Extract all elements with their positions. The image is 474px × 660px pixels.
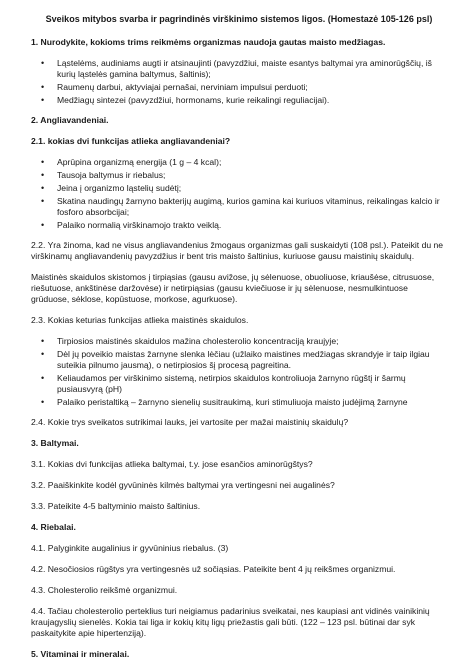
question-4-2: 4.2. Nesočiosios rūgštys yra vertingesnės už sočiąsias. Pateikite bent 4 jų reikšmes organizmui. xyxy=(31,564,396,574)
list-item: • Aprūpina organizmą energija (1 g – 4 kcal); xyxy=(57,157,447,168)
question-2-1-list xyxy=(31,157,447,231)
list-item: • Keliaudamos per virškinimo sistemą, netirpios skaidulos kontroliuoja žarnyno rūgštį ir šarmų pusiausvyrą (pH) xyxy=(57,373,447,395)
list-item: • Palaiko normalią virškinamojo trakto veiklą. xyxy=(57,220,447,231)
question-1: 1. Nurodykite, kokioms trims reikmėms organizmas naudoja gautas maisto medžiagas. xyxy=(31,37,386,47)
list-item: • Tausoja baltymus ir riebalus; xyxy=(57,170,447,181)
question-4-3: 4.3. Cholesterolio reikšmė organizmui. xyxy=(31,585,178,595)
list-item: • Ląstelėms, audiniams augti ir atsinaujinti (pavyzdžiui, maiste esantys baltymai yra aminorūgščių, iš kurių ląstelės gamina baltymus, šaltinis); xyxy=(57,58,447,80)
section-2-heading: 2. Angliavandeniai. xyxy=(31,115,109,125)
answer-2-2: Maistinės skaidulos skistomos į tirpiąsias (gausu avižose, jų sėlenuose, obuoliuose, kriaušėse, citrusuose, riešutuose, ankštinėse daržovėse) ir netirpiąsias (gausu kviečiuose ir jų sėlenuose, nesmulkintuose grūduose, sėklose, kopūstuose, morkose, agurkuose). xyxy=(31,272,435,304)
question-2-3: 2.3. Kokias keturias funkcijas atlieka maistinės skaidulos. xyxy=(31,315,249,325)
section-4-heading: 4. Riebalai. xyxy=(31,522,76,532)
list-item: • Jeina į organizmo ląstelių sudėtį; xyxy=(57,183,447,194)
question-2-2: 2.2. Yra žinoma, kad ne visus angliavandenius žmogaus organizmas gali suskaidyti (108 psl.). Pateikit du ne virškinamų angliavandenių pavyzdžius ir bent tris maisto šaltinius, kuriuose gausu maistinių skaidulų. xyxy=(31,240,444,261)
list-item: • Raumenų darbui, aktyviajai pernašai, nerviniam impulsui perduoti; xyxy=(57,82,447,93)
question-2-1: 2.1. kokias dvi funkcijas atlieka angliavandeniai? xyxy=(31,136,231,146)
document-title: Sveikos mitybos svarba ir pagrindinės virškinimo sistemos ligos. (Homestazė 105-126 psl) xyxy=(45,14,433,24)
list-item: • Medžiagų sintezei (pavyzdžiui, hormonams, kurie reikalingi reguliacijai). xyxy=(57,95,447,106)
question-2-3-list xyxy=(31,336,447,408)
list-item: • Skatina naudingų žarnyno bakterijų augimą, kurios gamina kai kuriuos vitaminus, reikalingas kalcio ir fosforo absorbcijai; xyxy=(57,196,447,218)
list-item: • Tirpiosios maistinės skaidulos mažina cholesterolio koncentraciją kraujyje; xyxy=(57,336,447,347)
question-4-4: 4.4. Tačiau cholesterolio perteklius turi neigiamus padarinius sveikatai, nes kaupiasi ant vidinės vainikinių kraujagyslių sienelės. Kokia tai liga ir kokių kitų ligų priežastis gali būti. (122 – 123 psl. būtinai dar syk paskaitykite apie hipertenziją). xyxy=(31,606,430,638)
question-3-3: 3.3. Pateikite 4-5 baltyminio maisto šaltinius. xyxy=(31,501,201,511)
list-item: • Dėl jų poveikio maistas žarnyne slenka lėčiau (užlaiko maistines medžiagas skrandyje ir taip ilgiau suteikia pilnumo jausmą), o netirpiosios šį procesą pagreitina. xyxy=(57,349,447,371)
question-1-list xyxy=(31,58,447,106)
question-2-4: 2.4. Kokie trys sveikatos sutrikimai lauks, jei vartosite per mažai maistinių skaidulų? xyxy=(31,417,349,427)
question-3-1: 3.1. Kokias dvi funkcijas atlieka baltymai, t.y. jose esančios aminorūgštys? xyxy=(31,459,313,469)
section-5-heading: 5. Vitaminai ir mineralai. xyxy=(31,649,130,659)
section-3-heading: 3. Baltymai. xyxy=(31,438,79,448)
question-3-2: 3.2. Paaiškinkite kodėl gyvūninės kilmės baltymai yra vertingesni nei augalinės? xyxy=(31,480,335,490)
question-4-1: 4.1. Palyginkite augalinius ir gyvūninius riebalus. (3) xyxy=(31,543,229,553)
list-item: • Palaiko peristaltiką – žarnyno sienelių susitraukimą, kuri stimuliuoja maisto judėjimą žarnyne xyxy=(57,397,447,408)
